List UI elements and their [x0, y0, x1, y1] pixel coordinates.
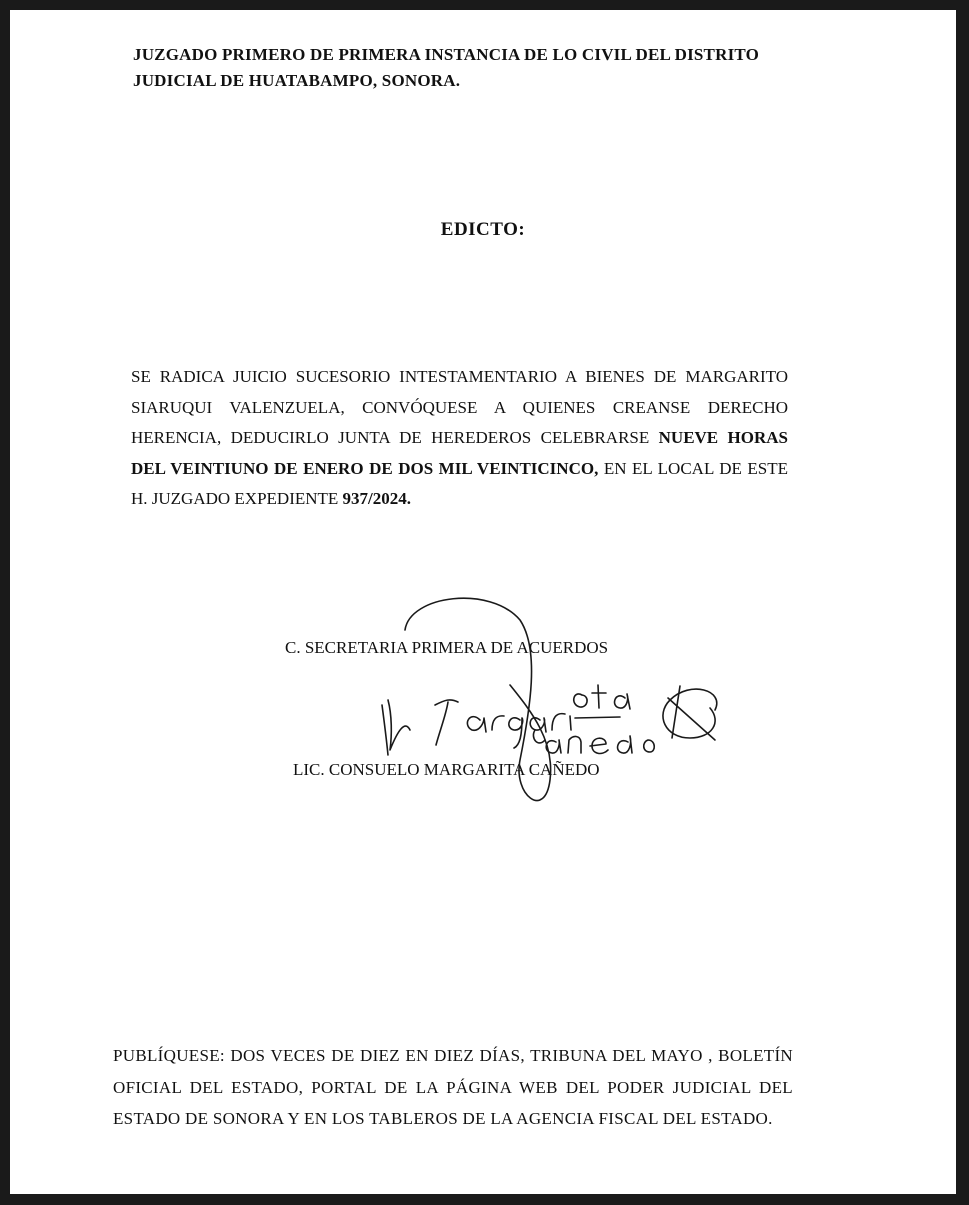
court-header [133, 42, 833, 94]
handwritten-signature [370, 590, 730, 810]
body-hearing-date: NUEVE HORAS DEL VEINTIUNO DE ENERO DE DOS MIL VEINTICINCO, [131, 428, 788, 478]
body-case-number: 937/2024. [342, 489, 412, 508]
signer-role: C. SECRETARIA PRIMERA DE ACUERDOS [285, 638, 609, 657]
body-text-2: EN EL LOCAL DE ESTE H. JUZGADO EXPEDIENTE [131, 458, 788, 508]
document-title: EDICTO: [440, 219, 526, 240]
court-line-1: JUZGADO PRIMERO DE PRIMERA INSTANCIA DE LO CIVIL DEL DISTRITO [133, 45, 760, 64]
edict-body [131, 362, 788, 515]
document-page [10, 10, 956, 1194]
signer-name: LIC. CONSUELO MARGARITA CAÑEDO [293, 760, 600, 779]
publication-notice: PUBLÍQUESE: DOS VECES DE DIEZ EN DIEZ DÍAS, TRIBUNA DEL MAYO , BOLETÍN OFICIAL DEL ESTADO, PORTAL DE LA PÁGINA WEB DEL PODER JUDICIAL DEL ESTADO DE SONORA Y EN LOS TABLEROS DE LA AGENCIA FISCAL DEL ESTADO. [113, 1046, 793, 1128]
court-line-2: JUDICIAL DE HUATABAMPO, SONORA. [133, 71, 461, 90]
body-text-1: SE RADICA JUICIO SUCESORIO INTESTAMENTARIO A BIENES DE MARGARITO SIARUQUI VALENZUELA, CONVÓQUESE A QUIENES CREANSE DERECHO HERENCIA, DEDUCIRLO JUNTA DE HEREDEROS CELEBRARSE [131, 367, 788, 447]
